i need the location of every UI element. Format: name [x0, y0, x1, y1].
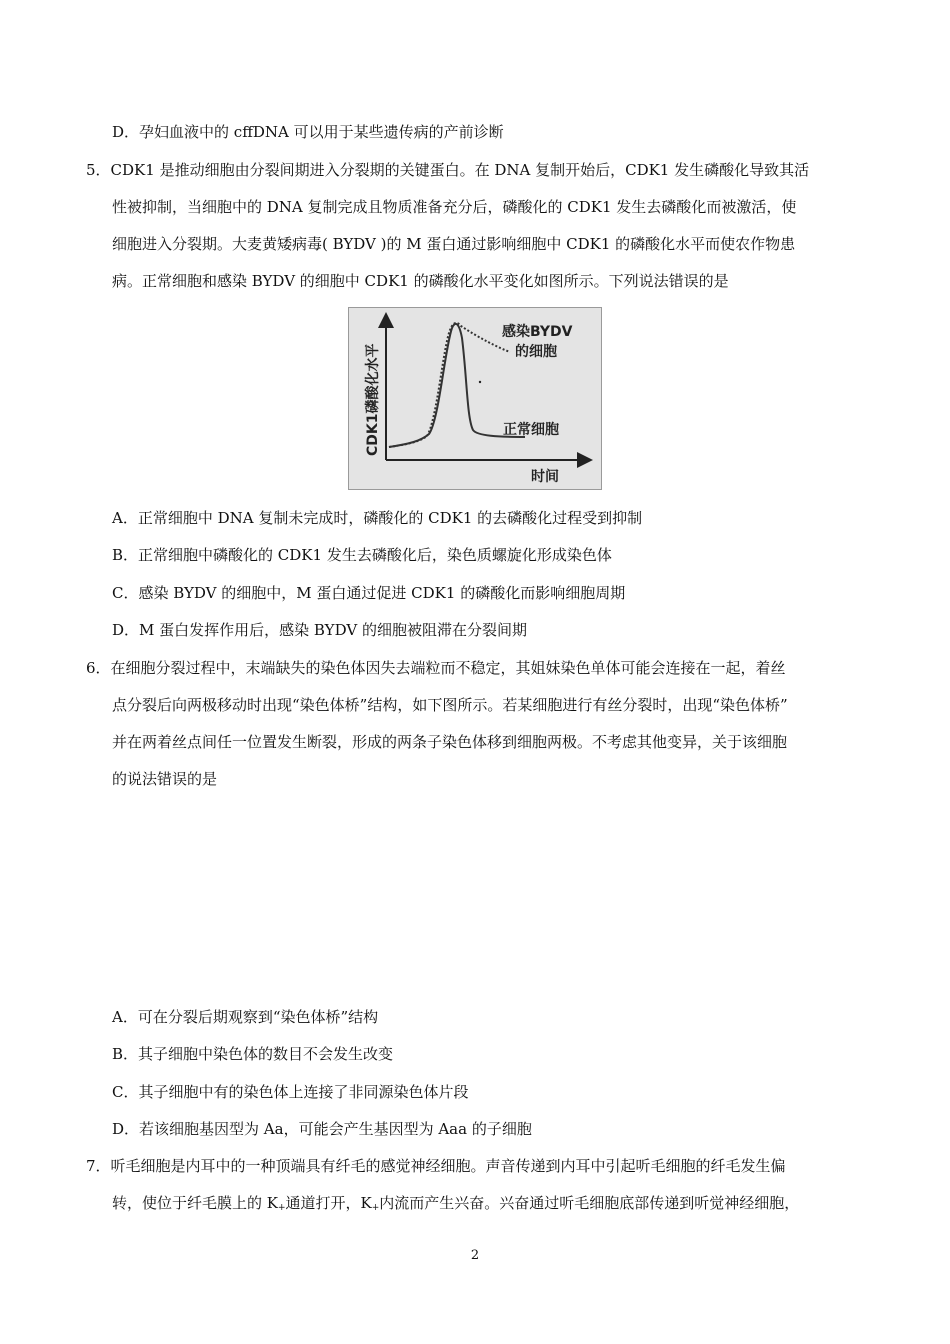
stray-dot	[479, 381, 481, 383]
q6-option-b: B．其子细胞中染色体的数目不会发生改变	[112, 1045, 394, 1063]
q5-stem-line-4: 病。正常细胞和感染 BYDV 的细胞中 CDK1 的磷酸化水平变化如图所示。下列说法错误的是	[112, 272, 729, 290]
x-axis-label: 时间	[531, 469, 559, 485]
k-plus-superscript: +	[277, 1203, 286, 1213]
q6-option-d: D．若该细胞基因型为 Aa，可能会产生基因型为 Aaa 的子细胞	[112, 1120, 532, 1138]
q6-option-a: A．可在分裂后期观察到“染色体桥”结构	[112, 1008, 379, 1026]
q5-option-a: A．正常细胞中 DNA 复制未完成时，磷酸化的 CDK1 的去磷酸化过程受到抑制	[112, 509, 643, 527]
q6-option-c: C．其子细胞中有的染色体上连接了非同源染色体片段	[112, 1083, 469, 1101]
q7-line2-part-a: 转，使位于纤毛膜上的 K	[112, 1194, 278, 1212]
y-axis-label: CDK1磷酸化水平	[365, 343, 381, 456]
q5-stem-line-3: 细胞进入分裂期。大麦黄矮病毒( BYDV )的 M 蛋白通过影响细胞中 CDK1 的磷酸化水平而使农作物患	[112, 235, 796, 253]
q4-option-d: D．孕妇血液中的 cffDNA 可以用于某些遗传病的产前诊断	[112, 123, 504, 141]
q5-stem-line-2: 性被抑制，当细胞中的 DNA 复制完成且物质准备充分后，磷酸化的 CDK1 发生去磷酸化而被激活，使	[112, 198, 797, 216]
q7-stem-line-1: 7．听毛细胞是内耳中的一种顶端具有纤毛的感觉神经细胞。声音传递到内耳中引起听毛细胞的纤毛发生偏	[86, 1157, 786, 1175]
q7-line2-part-b: 通道打开，K	[285, 1194, 372, 1212]
cdk1-phosphorylation-figure	[348, 307, 602, 490]
normal-cell-label: 正常细胞	[503, 422, 559, 438]
q6-stem-line-3: 并在两着丝点间任一位置发生断裂，形成的两条子染色体移到细胞两极。不考虑其他变异，关于该细胞	[112, 733, 788, 751]
q5-stem-line-1: 5．CDK1 是推动细胞由分裂间期进入分裂期的关键蛋白。在 DNA 复制开始后，CDK1 发生磷酸化导致其活	[86, 161, 810, 179]
infected-cell-label-line-2: 的细胞	[515, 344, 557, 360]
q6-stem-line-4: 的说法错误的是	[112, 770, 218, 788]
q7-stem-line-2	[112, 1193, 799, 1216]
q5-option-c: C．感染 BYDV 的细胞中，M 蛋白通过促进 CDK1 的磷酸化而影响细胞周期	[112, 584, 626, 602]
k-plus-superscript: +	[371, 1203, 380, 1213]
infected-cell-label-line-1: 感染BYDV	[502, 324, 573, 340]
q5-option-d: D．M 蛋白发挥作用后，感染 BYDV 的细胞被阻滞在分裂间期	[112, 621, 527, 639]
q6-stem-line-1: 6．在细胞分裂过程中，末端缺失的染色体因失去端粒而不稳定，其姐妹染色单体可能会连接在一起，着丝	[86, 659, 786, 677]
q5-option-b: B．正常细胞中磷酸化的 CDK1 发生去磷酸化后，染色质螺旋化形成染色体	[112, 546, 612, 564]
q7-line2-part-c: 内流而产生兴奋。兴奋通过听毛细胞底部传递到听觉神经细胞，	[379, 1194, 800, 1212]
page-number: 2	[470, 1248, 480, 1263]
q6-stem-line-2: 点分裂后向两极移动时出现“染色体桥”结构，如下图所示。若某细胞进行有丝分裂时，出现“染色体桥”	[112, 696, 788, 714]
